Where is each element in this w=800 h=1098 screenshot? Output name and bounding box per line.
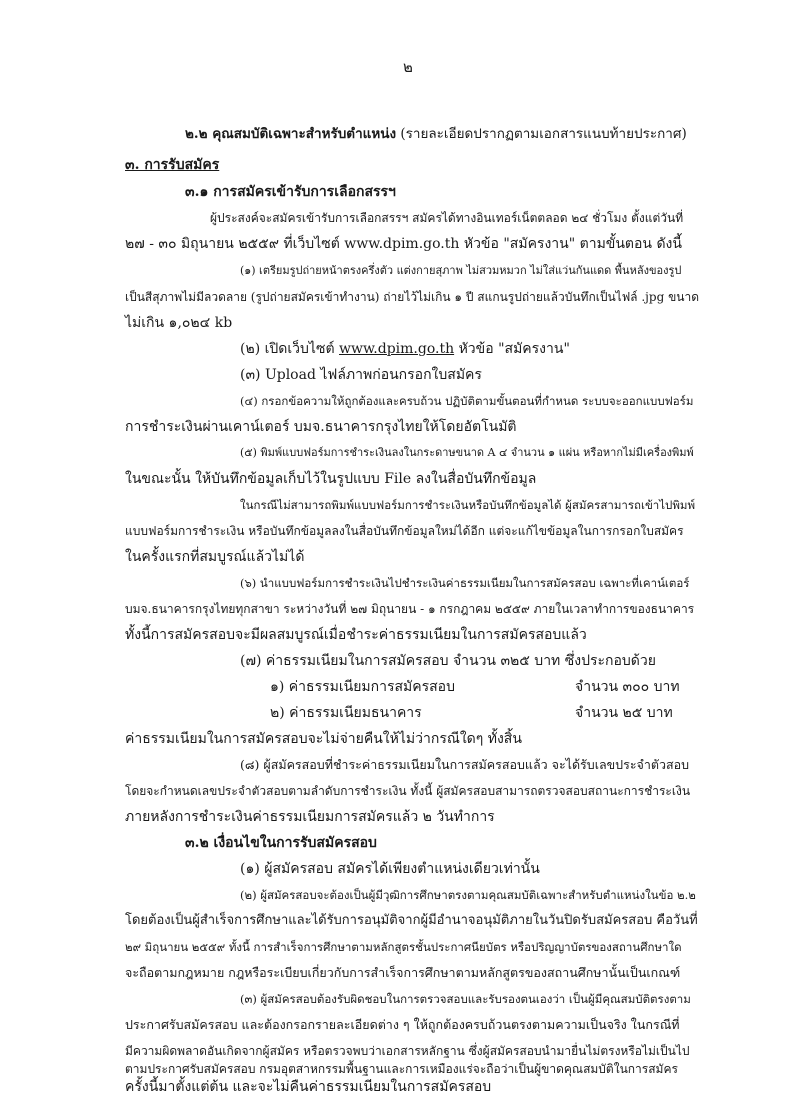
cond3-line-5: ครั้งนี้มาตั้งแต่ต้น และจะไม่คืนค่าธรรมเนียมในการสมัครสอบ xyxy=(125,1079,492,1095)
section-2-2 xyxy=(185,125,687,143)
cond2-line-4: จะถือตามกฎหมาย กฎหรือระเบียบเกี่ยวกับการสำเร็จการศึกษาตามหลักสูตรของสถานศึกษานั้นเป็นเกณฑ์ xyxy=(125,965,681,980)
section-3-2-heading: ๓.๒ เงื่อนไขในการรับสมัครสอบ xyxy=(185,835,377,851)
step1-line-1: (๑) เตรียมรูปถ่ายหน้าตรงครึ่งตัว แต่งกายสุภาพ ไม่สวมหมวก ไม่ใส่แว่นกันแดด พื้นหลังของรูป xyxy=(240,264,682,277)
step1-line-3: ไม่เกิน ๑,๐๒๔ kb xyxy=(125,315,233,331)
step1-line-2: เป็นสีสุภาพไม่มีลวดลาย (รูปถ่ายสมัครเข้าทำงาน) ถ่ายไว้ไม่เกิน ๑ ปี สแกนรูปถ่ายแล้วบันทึกเป็นไฟล์ .jpg ขนาด xyxy=(125,290,700,304)
step3-line: (๓) Upload ไฟล์ภาพก่อนกรอกใบสมัคร xyxy=(240,367,482,383)
fee-amount-1: จำนวน ๓๐๐ บาท xyxy=(575,679,680,695)
section-3-1-heading: ๓.๑ การสมัครเข้ารับการเลือกสรรฯ xyxy=(185,184,396,200)
step2-line xyxy=(240,340,570,358)
cond2-line-3: ๒๙ มิถุนายน ๒๕๕๙ ทั้งนี้ การสำเร็จการศึกษาตามหลักสูตรชั้นประกาศนียบัตร หรือปริญญาบัตรของสถานศึกษาใด xyxy=(125,940,682,954)
section-2-2-note: (รายละเอียดปรากฏตามเอกสารแนบท้ายประกาศ) xyxy=(400,126,687,142)
fee-note: ค่าธรรมเนียมในการสมัครสอบจะไม่จ่ายคืนให้ไม่ว่ากรณีใดๆ ทั้งสิ้น xyxy=(125,731,522,747)
cond1-line: (๑) ผู้สมัครสอบ สมัครได้เพียงตำแหน่งเดียวเท่านั้น xyxy=(240,861,540,877)
step4-line-2: การชำระเงินผ่านเคาน์เตอร์ บมจ.ธนาคารกรุงไทยให้โดยอัตโนมัติ xyxy=(125,419,517,435)
step5-note-line-2: แบบฟอร์มการชำระเงิน หรือบันทึกข้อมูลลงในสื่อบันทึกข้อมูลใหม่ได้อีก แต่จะแก้ไขข้อมูลในการกรอกใบสมัคร xyxy=(125,524,684,538)
fee-amount-2: จำนวน ๒๕ บาท xyxy=(575,705,673,721)
step5-line-1: (๕) พิมพ์แบบฟอร์มการชำระเงินลงในกระดาษขนาด A ๔ จำนวน ๑ แผ่น หรือหากไม่มีเครื่องพิมพ์ xyxy=(240,446,694,459)
step7-line: (๗) ค่าธรรมเนียมในการสมัครสอบ จำนวน ๓๒๕ บาท ซึ่งประกอบด้วย xyxy=(240,653,656,669)
section-2-2-heading: ๒.๒ คุณสมบัติเฉพาะสำหรับตำแหน่ง xyxy=(185,126,397,142)
dpim-website-link[interactable]: www.dpim.go.th xyxy=(339,341,455,357)
step8-line-3: ภายหลังการชำระเงินค่าธรรมเนียมการสมัครแล้ว ๒ วันทำการ xyxy=(125,809,495,825)
cond3-line-2: ประกาศรับสมัครสอบ และต้องกรอกรายละเอียดต่าง ๆ ให้ถูกต้องครบถ้วนตรงตามความเป็นจริง ในกรณีที่ xyxy=(125,1017,680,1032)
intro-line-2: ๒๗ - ๓๐ มิถุนายน ๒๕๕๙ ที่เว็บไซต์ www.dpim.go.th หัวข้อ "สมัครงาน" ตามขั้นตอน ดังนี้ xyxy=(125,236,682,252)
cond2-line-2: โดยต้องเป็นผู้สำเร็จการศึกษาและได้รับการอนุมัติจากผู้มีอำนาจอนุมัติภายในวันปิดรับสมัครสอบ คือวันที่ xyxy=(125,913,698,928)
fee-label-1: ๑) ค่าธรรมเนียมการสมัครสอบ xyxy=(270,679,455,695)
step2-suffix: หัวข้อ "สมัครงาน" xyxy=(458,341,570,357)
fee-label-2: ๒) ค่าธรรมเนียมธนาคาร xyxy=(270,705,422,721)
step6-line-3: ทั้งนี้การสมัครสอบจะมีผลสมบูรณ์เมื่อชำระค่าธรรมเนียมในการสมัครสอบแล้ว xyxy=(125,627,587,643)
step8-line-1: (๘) ผู้สมัครสอบที่ชำระค่าธรรมเนียมในการสมัครสอบแล้ว จะได้รับเลขประจำตัวสอบ xyxy=(240,757,690,772)
step8-line-2: โดยจะกำหนดเลขประจำตัวสอบตามลำดับการชำระเงิน ทั้งนี้ ผู้สมัครสอบสามารถตรวจสอบสถานะการชำระเงิน xyxy=(125,784,691,798)
intro-line-1: ผู้ประสงค์จะสมัครเข้ารับการเลือกสรรฯ สมัครได้ทางอินเทอร์เน็ตตลอด ๒๔ ชั่วโมง ตั้งแต่วันที่ xyxy=(210,211,684,225)
page-number: ๒ xyxy=(403,58,413,76)
section-3-heading: ๓. การรับสมัคร xyxy=(125,157,220,173)
step6-line-2: บมจ.ธนาคารกรุงไทยทุกสาขา ระหว่างวันที่ ๒๗ มิถุนายน - ๑ กรกฎาคม ๒๕๕๙ ภายในเวลาทำการของธนาคาร xyxy=(125,602,695,616)
step6-line-1: (๖) นำแบบฟอร์มการชำระเงินไปชำระเงินค่าธรรมเนียมในการสมัครสอบ เฉพาะที่เคาน์เตอร์ xyxy=(240,576,690,590)
step5-line-2: ในขณะนั้น ให้บันทึกข้อมูลเก็บไว้ในรูปแบบ File ลงในสื่อบันทึกข้อมูล xyxy=(125,471,537,487)
step2-prefix: (๒) เปิดเว็บไซต์ xyxy=(240,341,335,357)
cond2-line-1: (๒) ผู้สมัครสอบจะต้องเป็นผู้มีวุฒิการศึกษาตรงตามคุณสมบัติเฉพาะสำหรับตำแหน่งในข้อ ๒.๒ xyxy=(240,888,696,902)
step4-line-1: (๔) กรอกข้อความให้ถูกต้องและครบถ้วน ปฏิบัติตามขั้นตอนที่กำหนด ระบบจะออกแบบฟอร์ม xyxy=(240,394,694,408)
cond3-line-1: (๓) ผู้สมัครสอบต้องรับผิดชอบในการตรวจสอบและรับรองตนเองว่า เป็นผู้มีคุณสมบัติตรงตาม xyxy=(240,992,691,1006)
step5-note-line-1: ในกรณีไม่สามารถพิมพ์แบบฟอร์มการชำระเงินหรือบันทึกข้อมูลได้ ผู้สมัครสามารถเข้าไปพิมพ์ xyxy=(240,498,696,512)
step5-note-line-3: ในครั้งแรกที่สมบูรณ์แล้วไม่ได้ xyxy=(125,549,305,565)
cond3-line-3: มีความผิดพลาดอันเกิดจากผู้สมัคร หรือตรวจพบว่าเอกสารหลักฐาน ซึ่งผู้สมัครสอบนำมายื่นไม่ตรงหรือไม่เป็นไป xyxy=(125,1044,690,1058)
cond3-line-4: ตามประกาศรับสมัครสอบ กรมอุตสาหกรรมพื้นฐานและการเหมืองแร่จะถือว่าเป็นผู้ขาดคุณสมบัติในการสมัคร xyxy=(125,1062,678,1076)
